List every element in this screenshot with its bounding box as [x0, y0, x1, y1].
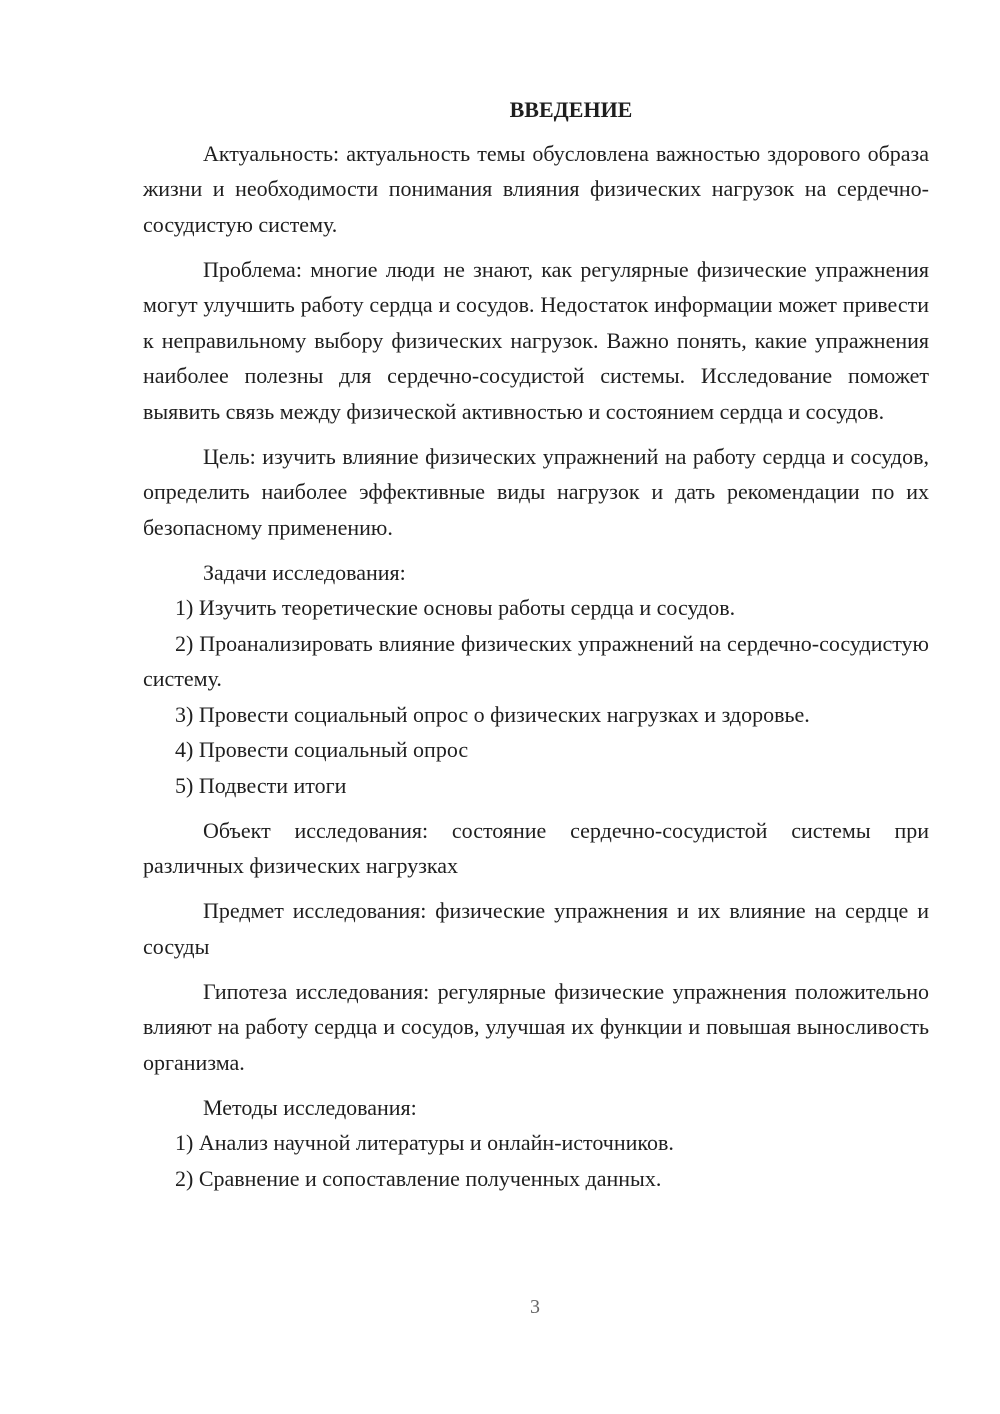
task-item: 3) Провести социальный опрос о физических нагрузках и здоровье.	[175, 701, 810, 727]
goal-paragraph: Цель: изучить влияние физических упражнений на работу сердца и сосудов, определить наиболее эффективные виды нагрузок и дать рекомендации по их безопасному применению.	[143, 443, 929, 540]
task-item: 1) Изучить теоретические основы работы сердца и сосудов.	[175, 595, 736, 620]
page-number: 3	[530, 1296, 540, 1318]
methods-heading: Методы исследования:	[203, 1094, 417, 1120]
method-item: 2) Сравнение и сопоставление полученных данных.	[175, 1165, 662, 1191]
problem-paragraph: Проблема: многие люди не знают, как регулярные физические упражнения могут улучшить работу сердца и сосудов. Недостаток информации может привести к неправильному выбору физических нагрузок. Важно понять, какие упражнения наиболее полезны для сердечно-сосудистой системы. Исследование поможет выявить связь между физической активностью и состоянием сердца и сосудов.	[143, 256, 929, 424]
page-content	[143, 94, 929, 1196]
method-item: 1) Анализ научной литературы и онлайн-источников.	[175, 1130, 674, 1155]
object-paragraph: Объект исследования: состояние сердечно-сосудистой системы при различных физических нагрузках	[143, 817, 929, 878]
section-title: ВВЕДЕНИЕ	[509, 97, 633, 122]
tasks-heading: Задачи исследования:	[203, 559, 406, 585]
task-item: 2) Проанализировать влияние физических упражнений на сердечно-сосудистую систему.	[143, 630, 929, 691]
task-item: 4) Провести социальный опрос	[175, 737, 469, 762]
subject-paragraph: Предмет исследования: физические упражнения и их влияние на сердце и сосуды	[143, 898, 929, 959]
relevance-paragraph: Актуальность: актуальность темы обусловлена важностью здорового образа жизни и необходимости понимания влияния физических нагрузок на сердечно-сосудистую систему.	[143, 140, 929, 237]
task-item: 5) Подвести итоги	[175, 772, 347, 798]
hypothesis-paragraph: Гипотеза исследования: регулярные физические упражнения положительно влияют на работу сердца и сосудов, улучшая их функции и повышая выносливость организма.	[143, 978, 929, 1075]
